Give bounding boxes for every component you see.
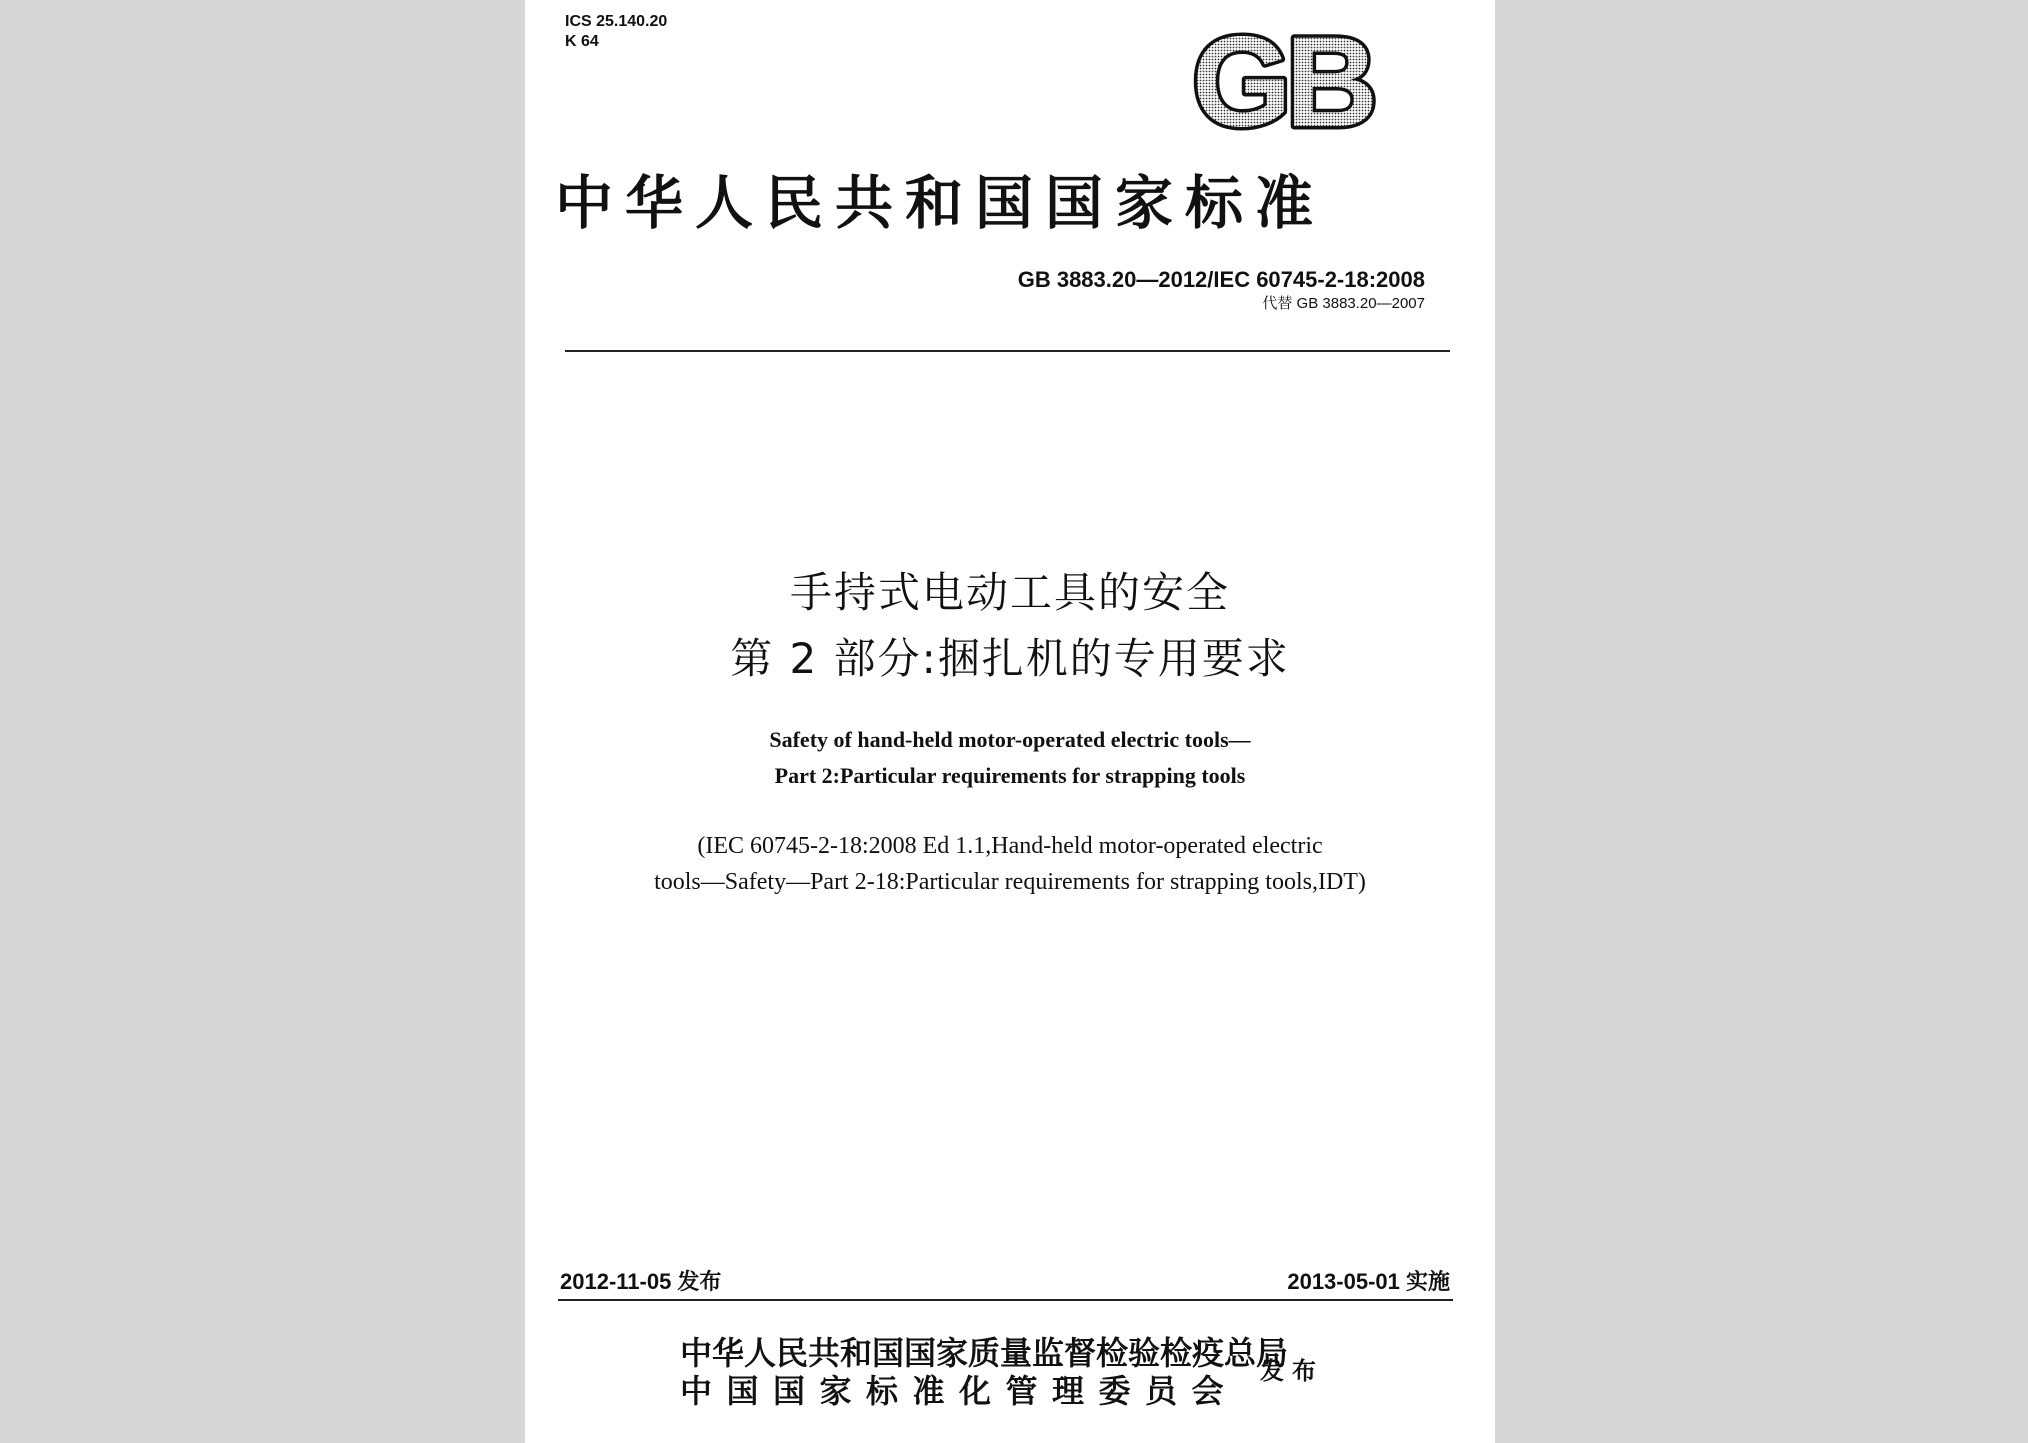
classification-codes [565,12,667,52]
chinese-title-line-2: 第 2 部分:捆扎机的专用要求 [730,634,1290,683]
footer-divider [558,1299,1453,1301]
issuer-aqsiq: 中华人民共和国国家质量监督检验检疫总局 [680,1334,1289,1372]
english-title-line-2: Part 2:Particular requirements for strapping tools [774,763,1246,788]
iec-reference-line-1: (IEC 60745-2-18:2008 Ed 1.1,Hand-held motor-operated electric [697,833,1323,859]
publish-label: 发布 [1260,1356,1324,1385]
issue-date: 2012-11-05 发布 [560,1269,722,1294]
gb-logo [1175,28,1390,138]
svg-text:GB: GB [1192,28,1372,138]
standard-number: GB 3883.20—2012/IEC 60745-2-18:2008 [1017,267,1425,292]
issuer-sac: 中国国家标准化管理委员会 [680,1372,1239,1410]
header-divider [565,350,1450,352]
chinese-title-line-1: 手持式电动工具的安全 [789,568,1230,617]
implementation-date: 2013-05-01 实施 [1287,1269,1450,1294]
english-title [525,722,1495,794]
national-standard-title: 中华人民共和国国家标准 [555,169,1326,237]
document-cover-page [525,0,1495,1443]
chinese-title [525,560,1495,692]
ics-code: ICS 25.140.20 [565,13,668,30]
replaced-standard: 代替 GB 3883.20—2007 [1262,295,1425,312]
issuing-authorities [680,1334,1288,1410]
iec-reference-line-2: tools—Safety—Part 2-18:Particular requirements for strapping tools,IDT) [654,869,1366,895]
ccs-code: K 64 [565,33,599,50]
english-title-line-1: Safety of hand-held motor-operated electric tools— [769,727,1251,752]
iec-reference [525,828,1495,900]
